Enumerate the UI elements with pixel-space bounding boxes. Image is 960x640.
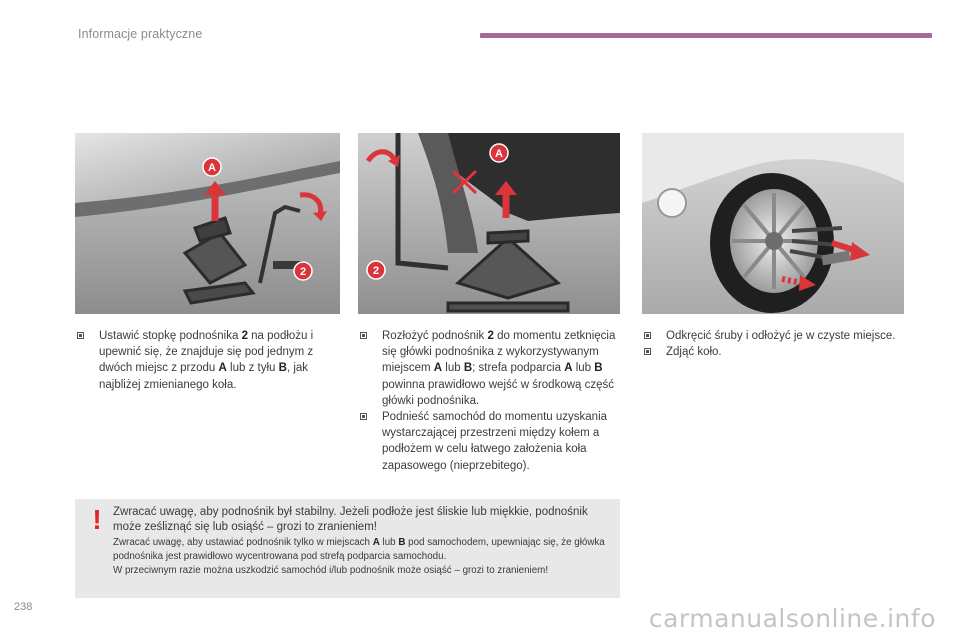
svg-text:A: A	[495, 148, 503, 160]
warning-main-text: Zwracać uwagę, aby podnośnik był stabilny. Jeżeli podłoże jest śliskie lub miękkie, podnośnik może ześliznąć się lub osiąść – grozi to zranieniem!	[113, 506, 588, 533]
bullet-square-icon	[360, 332, 367, 339]
figure-jack-placement	[75, 133, 340, 314]
jack-placement-illustration	[75, 133, 340, 314]
svg-text:2: 2	[372, 265, 380, 277]
instruction-column-2	[358, 328, 626, 474]
bullet-square-icon	[360, 413, 367, 420]
instruction-step: Odkręcić śruby i odłożyć je w czyste miejsce.	[642, 328, 902, 344]
title-accent-bar	[480, 33, 932, 38]
warning-detail-text: Zwracać uwagę, aby ustawiać podnośnik tylko w miejscach A lub B pod samochodem, upewniając się, że główka podnośnika jest prawidłowo wycentrowana pod strefą podparcia samochodu.	[113, 537, 605, 562]
svg-text:A: A	[208, 162, 216, 174]
warning-text	[113, 505, 613, 578]
instruction-step: Zdjąć koło.	[642, 344, 902, 360]
bullet-square-icon	[644, 348, 651, 355]
instruction-step: Podnieść samochód do momentu uzyskania wystarczającej przestrzeni między kołem a podłożem w celu łatwego założenia koła zapasowego (nieprzebitego).	[358, 409, 626, 474]
instruction-step: Ustawić stopkę podnośnika 2 na podłożu i upewnić się, że znajduje się pod jednym z dwóch miejsc z przodu A lub z tyłu B, jak najbliżej zmienianego koła.	[75, 328, 345, 393]
warning-box	[75, 499, 620, 598]
instruction-column-1	[75, 328, 345, 393]
svg-text:2: 2	[299, 266, 307, 278]
exclamation-icon: !	[92, 504, 102, 535]
section-title: Informacje praktyczne	[78, 27, 203, 41]
bullet-square-icon	[77, 332, 84, 339]
figure-jack-raised	[358, 133, 620, 314]
warning-consequence-text: W przeciwnym razie można uszkodzić samochód i/lub podnośnik może osiąść – grozi to zranieniem!	[113, 565, 549, 576]
instruction-column-3	[642, 328, 902, 360]
jack-raising-illustration	[358, 133, 620, 314]
watermark: carmanualsonline.info	[648, 604, 936, 633]
instruction-step: Rozłożyć podnośnik 2 do momentu zetknięcia się główki podnośnika z wykorzystywanym miejscem A lub B; strefa podparcia A lub B powinna prawidłowo wejść w środkową część główki podnośnika.	[358, 328, 626, 409]
page-number: 238	[14, 601, 33, 613]
figure-wheel-removal	[642, 133, 904, 314]
bullet-square-icon	[644, 332, 651, 339]
wheel-removal-illustration	[642, 133, 904, 314]
